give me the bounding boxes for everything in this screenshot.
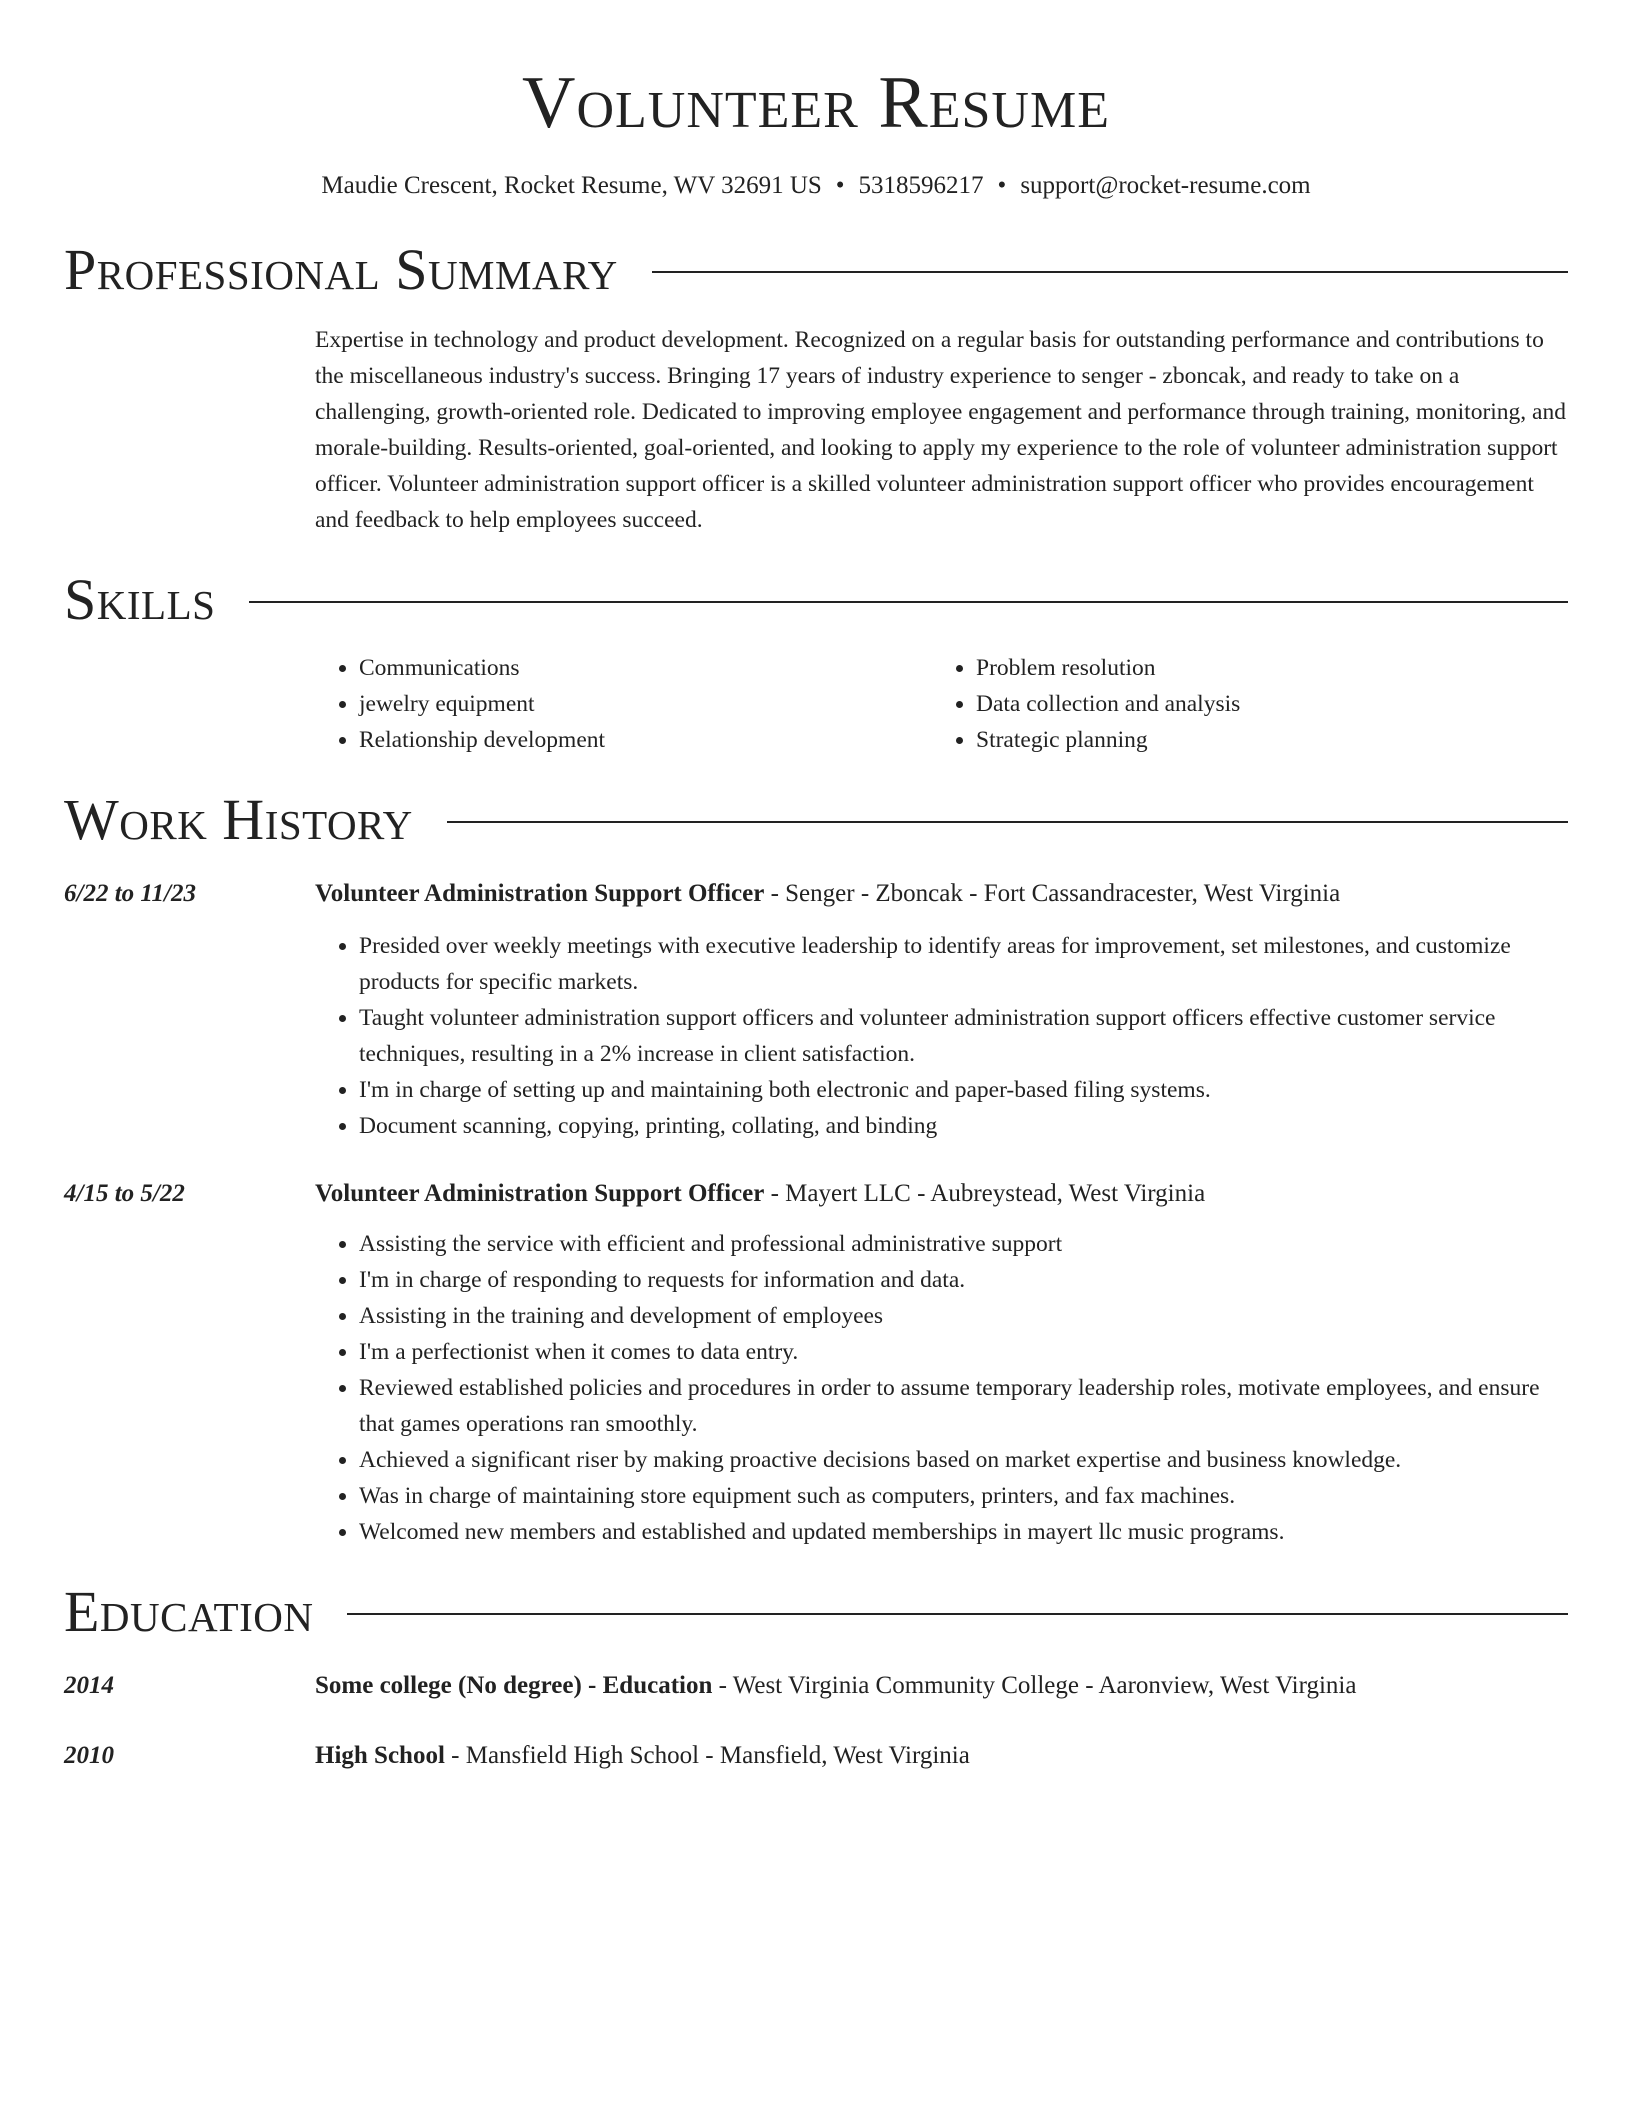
education-school: - West Virginia Community College - Aaronview, West Virginia (712, 1672, 1357, 1699)
skill-item: • Strategic planning (976, 722, 1549, 758)
summary-section-header (64, 238, 1568, 302)
skill-item: • Problem resolution (976, 650, 1549, 686)
education-line (315, 1738, 1568, 1774)
job-bullets (315, 928, 1568, 1144)
job-dates: 6/22 to 11/23 (64, 880, 196, 907)
contact-address: Maudie Crescent, Rocket Resume, WV 32691 US (321, 172, 822, 199)
section-divider (347, 1613, 1568, 1615)
section-divider (652, 271, 1568, 273)
education-body (315, 1738, 1568, 1774)
job-entry (64, 876, 1568, 1144)
job-employer: - Senger - Zboncak - Fort Cassandracester, West Virginia (764, 880, 1341, 907)
job-bullet: • Welcomed new members and established and updated memberships in mayert llc music programs. (359, 1514, 1568, 1550)
education-heading: Education (64, 1579, 314, 1644)
education-section-header (64, 1580, 1568, 1644)
education-degree: Some college (No degree) - Education (315, 1672, 713, 1699)
job-bullet: • I'm a perfectionist when it comes to data entry. (359, 1334, 1568, 1370)
job-employer: - Mayert LLC - Aubreystead, West Virginia (764, 1180, 1206, 1207)
contact-phone: 5318596217 (858, 172, 984, 199)
contact-line (64, 170, 1568, 202)
education-year: 2010 (64, 1742, 114, 1769)
job-bullet: • Assisting in the training and development of employees (359, 1298, 1568, 1334)
education-degree: High School (315, 1742, 445, 1769)
skill-item: • Relationship development (359, 722, 932, 758)
contact-separator: • (835, 172, 845, 199)
skills-column-right (932, 650, 1549, 758)
job-bullet: • Was in charge of maintaining store equipment such as computers, printers, and fax machines. (359, 1478, 1568, 1514)
skills-list (315, 650, 1568, 758)
job-bullet: • Reviewed established policies and procedures in order to assume temporary leadership roles, motivate employees, and ensure that games operations ran smoothly. (359, 1370, 1568, 1442)
summary-text: Expertise in technology and product development. Recognized on a regular basis for outstanding performance and contributions to the miscellaneous industry's success. Bringing 17 years of industry experience to senger - zboncak, and ready to take on a challenging, growth-oriented role. Dedicated to improving employee engagement and performance through training, monitoring, and morale-building. Results-oriented, goal-oriented, and looking to apply my experience to the role of volunteer administration support officer. Volunteer administration support officer is a skilled volunteer administration support officer who provides encouragement and feedback to help employees succeed. (315, 327, 1566, 533)
education-year: 2014 (64, 1672, 114, 1699)
job-title-line (315, 876, 1568, 912)
job-title: Volunteer Administration Support Officer (315, 880, 765, 907)
job-body (315, 1176, 1568, 1550)
job-dates: 4/15 to 5/22 (64, 1180, 185, 1207)
job-bullet: • Achieved a significant riser by making proactive decisions based on market expertise and business knowledge. (359, 1442, 1568, 1478)
skill-item: • Data collection and analysis (976, 686, 1549, 722)
work-heading: Work History (64, 787, 413, 852)
work-section-header (64, 788, 1568, 852)
job-bullet: • Taught volunteer administration support officers and volunteer administration support officers effective customer service techniques, resulting in a 2% increase in client satisfaction. (359, 1000, 1568, 1072)
section-divider (249, 601, 1568, 603)
skills-section-header (64, 568, 1568, 632)
job-title-line (315, 1176, 1568, 1212)
education-entry (64, 1738, 1568, 1774)
education-entry (64, 1668, 1568, 1704)
education-school: - Mansfield High School - Mansfield, West Virginia (444, 1742, 970, 1769)
summary-heading: Professional Summary (64, 237, 618, 302)
contact-separator: • (997, 172, 1007, 199)
skills-column-left (315, 650, 932, 758)
contact-email: support@rocket-resume.com (1020, 172, 1311, 199)
resume-title: Volunteer Resume (522, 62, 1110, 144)
job-bullet: • I'm in charge of responding to requests for information and data. (359, 1262, 1568, 1298)
job-bullet: • Document scanning, copying, printing, collating, and binding (359, 1108, 1568, 1144)
job-bullet: • I'm in charge of setting up and maintaining both electronic and paper-based filing systems. (359, 1072, 1568, 1108)
job-entry (64, 1176, 1568, 1550)
education-line (315, 1668, 1568, 1704)
job-body (315, 876, 1568, 1144)
skill-item: • jewelry equipment (359, 686, 932, 722)
job-title: Volunteer Administration Support Officer (315, 1180, 765, 1207)
education-body (315, 1668, 1568, 1704)
skill-item: • Communications (359, 650, 932, 686)
job-bullet: • Assisting the service with efficient and professional administrative support (359, 1226, 1568, 1262)
job-bullets (315, 1226, 1568, 1550)
section-divider (447, 821, 1568, 823)
resume-page (64, 0, 1568, 1774)
skills-heading: Skills (64, 567, 216, 632)
job-bullet: • Presided over weekly meetings with executive leadership to identify areas for improvement, set milestones, and customize products for specific markets. (359, 928, 1568, 1000)
